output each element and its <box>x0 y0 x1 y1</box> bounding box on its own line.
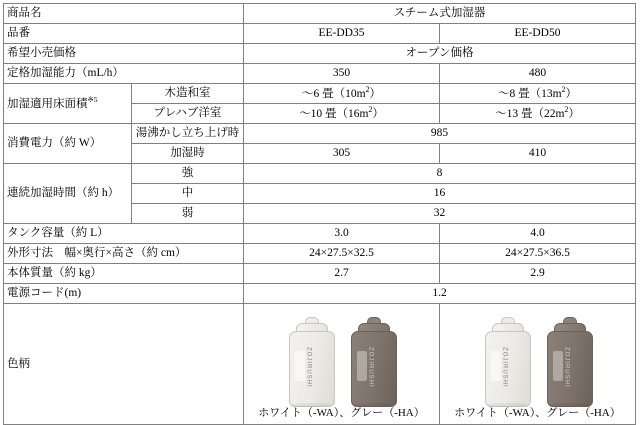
row-sublabel: 弱 <box>132 204 244 224</box>
row-sublabel: 木造和室 <box>132 84 244 104</box>
row-value-model1: EE-DD35 <box>244 24 440 44</box>
product-brand-label: ZOJIRUSHI <box>563 347 570 388</box>
spec-sheet <box>0 3 640 420</box>
row-label: 商品名 <box>4 4 244 24</box>
row-value-model2: 410 <box>440 144 636 164</box>
table-row <box>4 284 636 304</box>
row-sublabel: 湯沸かし立ち上げ時 <box>132 124 244 144</box>
table-row <box>4 64 636 84</box>
row-label: 電源コード(m) <box>4 284 244 304</box>
row-value-model2: ～13 畳$(22m^2)$ <box>440 104 636 124</box>
product-brand-label: ZOJIRUSHI <box>501 347 508 388</box>
table-row <box>4 264 636 284</box>
row-sublabel: 中 <box>132 184 244 204</box>
row-value-model2: EE-DD50 <box>440 24 636 44</box>
row-label: 定格加湿能力（mL/h） <box>4 64 244 84</box>
row-value-model1: ～10 畳$(16m^2)$ <box>244 104 440 124</box>
table-row <box>4 164 636 184</box>
row-sublabel: プレハブ洋室 <box>132 104 244 124</box>
row-label-floor-area: 加湿適用床面積$^{※5}$ <box>4 84 132 124</box>
color-caption-model2: ホワイト（-WA）、グレー（-HA） <box>454 407 621 420</box>
row-value-model1: 3.0 <box>244 224 440 244</box>
row-value-merged: 32 <box>244 204 636 224</box>
row-label: 品番 <box>4 24 244 44</box>
table-row-color <box>4 304 636 425</box>
row-value-model1: 24×27.5×32.5 <box>244 244 440 264</box>
specification-table <box>3 3 636 425</box>
row-value-model2: ～8 畳$(13m^2)$ <box>440 84 636 104</box>
row-label-color: 色柄 <box>4 304 244 425</box>
row-value-merged: オープン価格 <box>244 44 636 64</box>
row-value-model1: 2.7 <box>244 264 440 284</box>
row-label: 外形寸法 幅×奥行×高さ（約 cm） <box>4 244 244 264</box>
row-value-model2: 24×27.5×36.5 <box>440 244 636 264</box>
table-row <box>4 224 636 244</box>
row-sublabel: 加湿時 <box>132 144 244 164</box>
row-label: 本体質量（約 kg） <box>4 264 244 284</box>
table-row <box>4 4 636 24</box>
row-sublabel: 強 <box>132 164 244 184</box>
row-label: タンク容量（約 L） <box>4 224 244 244</box>
table-row <box>4 84 636 104</box>
row-value-model1: 350 <box>244 64 440 84</box>
row-value-model1: ～6 畳$(10m^2)$ <box>244 84 440 104</box>
row-value-merged: 1.2 <box>244 284 636 304</box>
product-images-model1 <box>289 309 395 405</box>
row-label-power: 消費電力（約 W） <box>4 124 132 164</box>
humidifier-grey-icon <box>547 317 591 405</box>
row-label-runtime: 連続加湿時間（約 h） <box>4 164 132 224</box>
row-label: 希望小売価格 <box>4 44 244 64</box>
humidifier-white-icon <box>289 317 333 405</box>
table-row <box>4 24 636 44</box>
row-value-merged: スチーム式加湿器 <box>244 4 636 24</box>
row-value-model2: 480 <box>440 64 636 84</box>
product-image-cell-model2 <box>440 304 636 425</box>
humidifier-grey-icon <box>351 317 395 405</box>
table-row <box>4 44 636 64</box>
row-value-model2: 4.0 <box>440 224 636 244</box>
color-caption-model1: ホワイト（-WA）、グレー（-HA） <box>258 407 425 420</box>
table-row <box>4 124 636 144</box>
product-image-cell-model1 <box>244 304 440 425</box>
table-row <box>4 244 636 264</box>
row-value-merged: 8 <box>244 164 636 184</box>
product-brand-label: ZOJIRUSHI <box>367 347 374 388</box>
row-value-model1: 305 <box>244 144 440 164</box>
product-brand-label: ZOJIRUSHI <box>305 347 312 388</box>
row-value-merged: 985 <box>244 124 636 144</box>
product-images-model2 <box>485 309 591 405</box>
row-value-merged: 16 <box>244 184 636 204</box>
humidifier-white-icon <box>485 317 529 405</box>
row-value-model2: 2.9 <box>440 264 636 284</box>
